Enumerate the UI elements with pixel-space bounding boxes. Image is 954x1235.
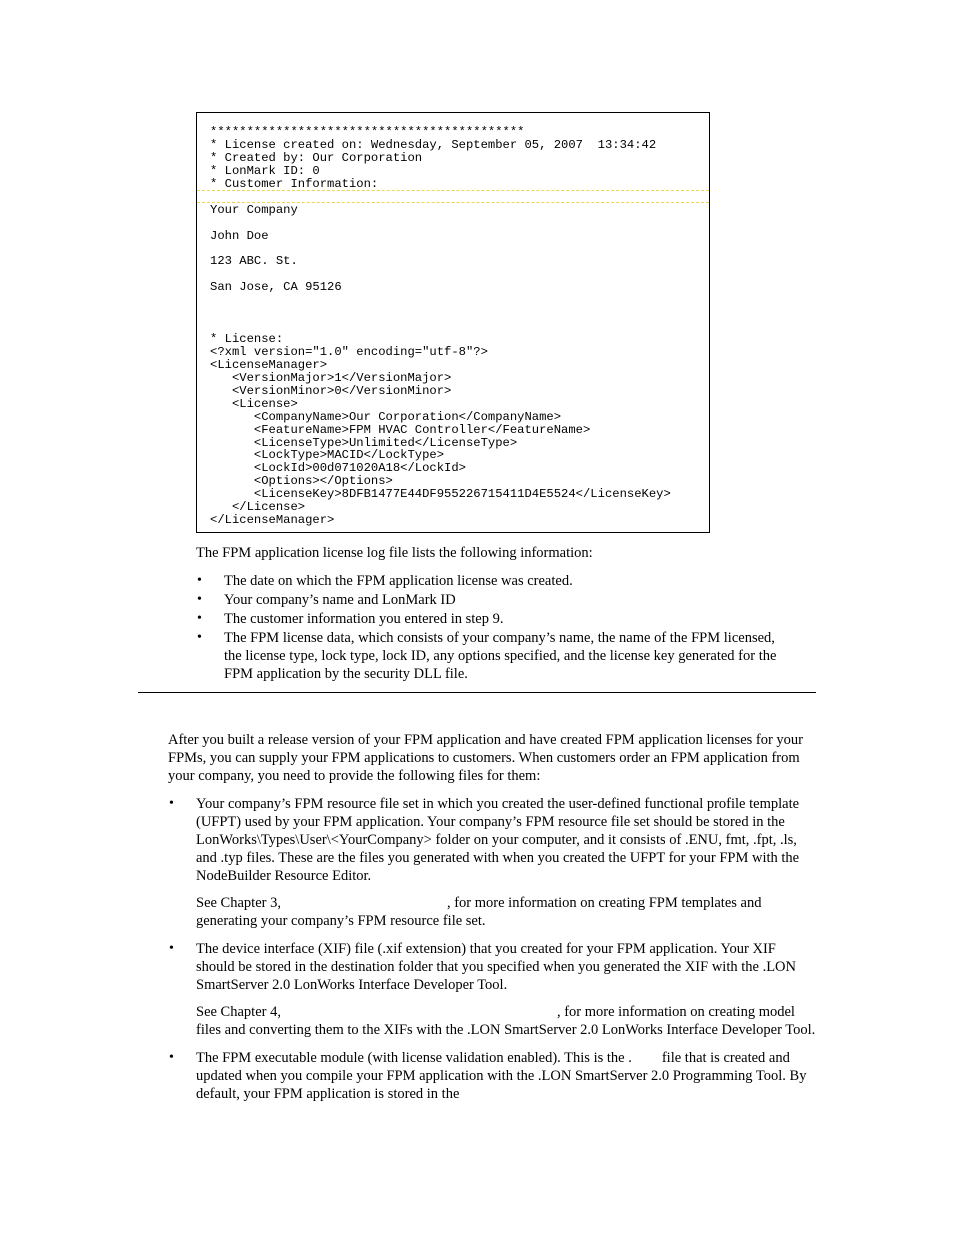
list-item: • The customer information you entered in step 9. — [197, 611, 504, 627]
bullet-icon: • — [197, 630, 202, 645]
code-line — [210, 191, 709, 204]
code-line: <LicenseKey>8DFB1477E44DF955226715411D4E5524</LicenseKey> — [210, 487, 671, 502]
code-line: <?xml version="1.0" encoding="utf-8"?> — [210, 344, 488, 359]
code-line: Your Company — [210, 202, 298, 217]
code-line: * License: — [210, 332, 284, 346]
code-line: ******************************************* — [210, 125, 525, 139]
code-line: <LicenseType>Unlimited</LicenseType> — [210, 435, 518, 450]
code-line: San Jose, CA 95126 — [210, 280, 342, 295]
code-line: <Options></Options> — [210, 474, 393, 489]
see-also-note: See Chapter 3, , for more information on creating FPM templates and generating your company’s FPM resource file set. — [196, 895, 762, 929]
bullet-icon: • — [197, 592, 202, 607]
code-line: <FeatureName>FPM HVAC Controller</FeatureName> — [210, 422, 591, 437]
code-line: * Created by: Our Corporation — [210, 150, 423, 165]
log-intro: The FPM application license log file lists the following information: — [196, 545, 593, 561]
deliverable-files-list — [169, 795, 816, 1103]
code-line: 123 ABC. St. — [210, 254, 298, 269]
code-line — [210, 307, 709, 320]
list-item: • Your company’s name and LonMark ID — [197, 592, 456, 608]
code-line: <LockId>00d071020A18</LockId> — [210, 461, 466, 476]
code-line: * LonMark ID: 0 — [210, 163, 320, 178]
section-divider — [138, 692, 816, 693]
bullet-icon: • — [169, 1050, 174, 1065]
code-line: <VersionMajor>1</VersionMajor> — [210, 370, 452, 385]
list-item: • Your company’s FPM resource file set in which you created the user-defined functional profile template (UFPT) used by your FPM application. Your company’s FPM resource file set should be stored in the LonWorks\Types\User\<YourCompany> folder on your computer, and it consists of .ENU, fmt, .fpt, .ls, and .typ files. These are the files you generated with when you created the UFPT for your FPM with the NodeBuilder Resource Editor. See Chapter 3, , for more information on creating FPM templates and generating your company’s FPM resource file set. — [196, 795, 816, 930]
code-line — [210, 217, 709, 230]
code-line: </LicenseManager> — [210, 513, 335, 528]
bullet-icon: • — [169, 941, 174, 956]
list-item: • The FPM license data, which consists of your company’s name, the name of the FPM licensed, the license type, lock type, lock ID, any options specified, and the license key generated for the FPM application by the security DLL file. — [197, 630, 777, 682]
list-item: • The device interface (XIF) file (.xif extension) that you created for your FPM application. Your XIF should be stored in the destination folder that you specified when you generated the XIF with the .LON SmartServer 2.0 LonWorks Interface Developer Tool. See Chapter 4, , for more information on creating model files and converting them to the XIFs with the .LON SmartServer 2.0 LonWorks Interface Developer Tool. — [169, 941, 816, 1038]
log-info-list — [197, 572, 784, 683]
license-log-lines — [210, 126, 709, 527]
section-intro: After you built a release version of your FPM application and have created FPM application licenses for your FPMs, you can supply your FPM applications to customers. When customers order an FPM application from your company, you need to provide the following files for them: — [168, 732, 804, 784]
code-line: <LicenseManager> — [210, 357, 328, 372]
code-line: <LockType>MACID</LockType> — [210, 448, 445, 463]
code-line: * Customer Information: — [210, 176, 379, 191]
bullet-icon: • — [169, 796, 174, 811]
code-line — [210, 320, 709, 333]
bullet-icon: • — [197, 611, 202, 626]
code-line: <VersionMinor>0</VersionMinor> — [210, 383, 452, 398]
code-line: <License> — [210, 396, 298, 411]
see-also-note: See Chapter 4, , for more information on creating model files and converting them to the XIFs with the .LON SmartServer 2.0 LonWorks Interface Developer Tool. — [196, 1004, 816, 1038]
code-line: * License created on: Wednesday, September 05, 2007 13:34:42 — [210, 137, 657, 152]
list-item: • The FPM executable module (with license validation enabled). This is the . file that is created and updated when you compile your FPM application with the .LON SmartServer 2.0 Programming Tool. By default, your FPM application is stored in the — [169, 1050, 807, 1102]
license-log-file — [196, 112, 710, 533]
bullet-icon: • — [197, 573, 202, 588]
list-item: • The date on which the FPM application license was created. — [197, 573, 573, 589]
code-line: <CompanyName>Our Corporation</CompanyName> — [210, 409, 562, 424]
code-line: </License> — [210, 500, 306, 515]
code-line: John Doe — [210, 228, 269, 243]
code-line — [210, 294, 709, 307]
